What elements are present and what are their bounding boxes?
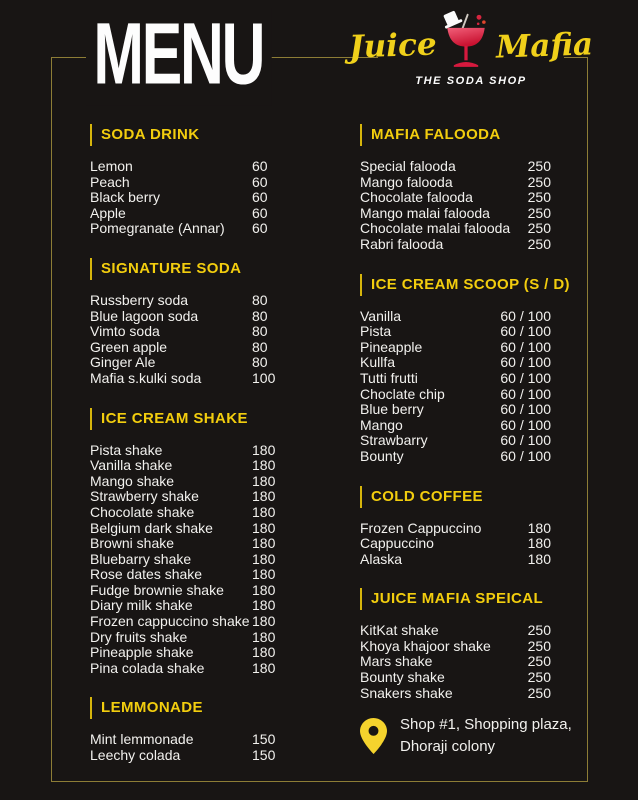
item-price: 60 (252, 189, 268, 206)
item-name: Alaska (360, 550, 403, 567)
menu-section (90, 697, 286, 763)
item-price: 60 / 100 (500, 385, 551, 402)
item-price: 250 (527, 669, 551, 686)
menu-item-row (90, 190, 286, 206)
menu-item-row (90, 614, 286, 630)
item-name: Strawbarry (360, 432, 428, 449)
menu-item-row (90, 748, 286, 764)
item-name: Kullfa (360, 354, 396, 371)
menu-column-left (90, 124, 286, 764)
menu-section (90, 408, 286, 677)
menu-item-row (360, 340, 551, 356)
item-price: 60 / 100 (500, 354, 551, 371)
item-price: 180 (252, 503, 276, 520)
menu-item-row (90, 340, 286, 356)
item-name: Lemon (90, 158, 133, 174)
menu-item-row (90, 536, 286, 552)
menu-section (360, 588, 551, 701)
item-name: Browni shake (90, 535, 175, 552)
item-name: Russberry soda (90, 291, 189, 308)
item-name: Bounty shake (360, 669, 445, 686)
item-name: Pista shake (90, 441, 163, 458)
menu-item-row (90, 661, 286, 677)
menu-item-row (90, 309, 286, 325)
location-pin-icon (360, 718, 387, 754)
item-name: Dry fruits shake (90, 628, 188, 645)
menu-item-row (90, 630, 286, 646)
menu-item-row (360, 670, 551, 686)
item-price: 250 (527, 220, 551, 237)
menu-section (90, 124, 286, 237)
brand-word-mafia: Mafia (495, 26, 594, 66)
menu-item-row (90, 324, 286, 340)
item-price: 100 (252, 369, 276, 386)
item-price: 60 / 100 (500, 307, 551, 324)
item-name: Vimto soda (90, 323, 160, 340)
menu-item-row (360, 639, 551, 655)
menu-item-row (90, 489, 286, 505)
menu-item-row (360, 552, 551, 568)
item-price: 80 (252, 307, 268, 324)
item-price: 80 (252, 323, 268, 340)
item-price: 250 (527, 637, 551, 654)
page-title: MENU (86, 8, 272, 106)
item-price: 250 (527, 235, 551, 252)
item-name: Ginger Ale (90, 354, 156, 371)
menu-item-row (360, 433, 551, 449)
item-price: 60 / 100 (500, 338, 551, 355)
menu-item-row (90, 583, 286, 599)
menu-item-row (90, 598, 286, 614)
item-name: Leechy colada (90, 747, 181, 764)
menu-item-row (360, 237, 551, 253)
section-title: JUICE MAFIA SPEICAL (360, 588, 551, 610)
item-name: Khoya khajoor shake (360, 637, 491, 654)
item-price: 60 (252, 204, 268, 221)
menu-item-row (90, 293, 286, 309)
section-title: COLD COFFEE (360, 486, 551, 508)
menu-section (360, 124, 551, 253)
menu-column-right (360, 124, 570, 701)
item-price: 60 / 100 (500, 432, 551, 449)
item-price: 180 (252, 566, 276, 583)
item-name: KitKat shake (360, 622, 439, 639)
menu-item-row (360, 418, 551, 434)
item-name: Cappuccino (360, 535, 434, 552)
location-footer (360, 714, 572, 758)
menu-item-row (360, 521, 551, 537)
item-name: Mint lemmonade (90, 731, 194, 748)
menu-item-row (90, 458, 286, 474)
item-price: 180 (252, 613, 276, 630)
menu-item-row (360, 175, 551, 191)
item-name: Mango (360, 416, 403, 433)
menu-item-row (90, 355, 286, 371)
item-name: Pista (360, 323, 392, 340)
menu-item-row (360, 536, 551, 552)
brand-name-row (349, 8, 594, 72)
menu-item-row (360, 309, 551, 325)
item-name: Vanilla shake (90, 457, 173, 474)
address-line-1: Shop #1, Shopping plaza, (400, 716, 572, 733)
item-price: 180 (252, 550, 276, 567)
item-name: Blue berry (360, 401, 424, 418)
menu-section (90, 258, 286, 387)
menu-item-row (360, 355, 551, 371)
item-price: 60 / 100 (500, 369, 551, 386)
item-price: 80 (252, 338, 268, 355)
menu-item-row (90, 206, 286, 222)
item-name: Mars shake (360, 653, 433, 670)
item-name: Bounty (360, 447, 404, 464)
section-title: LEMMONADE (90, 697, 286, 719)
item-price: 60 / 100 (500, 401, 551, 418)
menu-item-row (360, 387, 551, 403)
item-price: 150 (252, 731, 276, 748)
menu-item-row (90, 175, 286, 191)
item-price: 180 (252, 472, 276, 489)
item-price: 60 (252, 158, 268, 174)
item-price: 60 / 100 (500, 323, 551, 340)
item-name: Choclate chip (360, 385, 445, 402)
menu-item-row (360, 190, 551, 206)
item-price: 180 (252, 441, 276, 458)
menu-item-row (360, 686, 551, 702)
item-price: 180 (527, 519, 551, 536)
menu-item-row (90, 552, 286, 568)
item-name: Snakers shake (360, 684, 453, 701)
brand-logo (348, 6, 594, 91)
section-title: ICE CREAM SHAKE (90, 408, 286, 430)
item-name: Pomegranate (Annar) (90, 220, 225, 237)
menu-item-row (90, 505, 286, 521)
address-text (400, 714, 572, 758)
menu-item-row (90, 567, 286, 583)
item-price: 180 (527, 535, 551, 552)
item-price: 250 (527, 653, 551, 670)
menu-item-row (90, 371, 286, 387)
item-name: Apple (90, 204, 126, 221)
menu-item-row (360, 623, 551, 639)
item-price: 180 (252, 581, 276, 598)
item-price: 80 (252, 291, 268, 308)
item-price: 250 (527, 173, 551, 190)
item-name: Vanilla (360, 307, 401, 324)
item-price: 180 (252, 488, 276, 505)
item-price: 180 (252, 659, 276, 676)
item-name: Green apple (90, 338, 168, 355)
section-title: ICE CREAM SCOOP (S / D) (360, 274, 551, 296)
menu-item-row (90, 159, 286, 175)
item-name: Mango shake (90, 472, 175, 489)
item-price: 250 (527, 684, 551, 701)
item-price: 150 (252, 747, 276, 764)
item-price: 250 (527, 204, 551, 221)
menu-item-row (360, 402, 551, 418)
menu-item-row (90, 221, 286, 237)
item-price: 180 (252, 628, 276, 645)
item-name: Special falooda (360, 158, 456, 174)
item-name: Blue lagoon soda (90, 307, 199, 324)
item-name: Chocolate shake (90, 503, 195, 520)
item-name: Chocolate falooda (360, 189, 473, 206)
brand-tagline: THE SODA SHOP (415, 75, 527, 87)
menu-item-row (360, 449, 551, 465)
item-price: 60 / 100 (500, 416, 551, 433)
item-name: Pineapple shake (90, 644, 194, 661)
menu-item-row (360, 654, 551, 670)
item-price: 250 (527, 622, 551, 639)
item-price: 60 / 100 (500, 447, 551, 464)
item-price: 250 (527, 189, 551, 206)
item-name: Diary milk shake (90, 597, 193, 614)
item-name: Pina colada shake (90, 659, 205, 676)
item-name: Pineapple (360, 338, 423, 355)
menu-item-row (90, 521, 286, 537)
item-price: 180 (252, 597, 276, 614)
item-price: 180 (252, 519, 276, 536)
item-name: Belgium dark shake (90, 519, 213, 536)
item-name: Frozen cappuccino shake (90, 613, 250, 630)
item-price: 60 (252, 173, 268, 190)
item-price: 250 (527, 158, 551, 174)
menu-item-row (90, 443, 286, 459)
section-title: MAFIA FALOODA (360, 124, 551, 146)
address-line-2: Dhoraji colony (400, 738, 496, 755)
item-name: Frozen Cappuccino (360, 519, 482, 536)
item-name: Chocolate malai falooda (360, 220, 511, 237)
item-price: 60 (252, 220, 268, 237)
item-name: Mango falooda (360, 173, 453, 190)
menu-section (360, 274, 570, 465)
item-name: Black berry (90, 189, 161, 206)
item-name: Bluebarry shake (90, 550, 192, 567)
item-name: Peach (90, 173, 130, 190)
item-name: Mafia s.kulki soda (90, 369, 202, 386)
menu-item-row (360, 324, 551, 340)
menu-item-row (360, 206, 551, 222)
item-name: Mango malai falooda (360, 204, 490, 221)
menu-item-row (90, 474, 286, 490)
section-title: SODA DRINK (90, 124, 286, 146)
menu-item-row (360, 371, 551, 387)
menu-item-row (90, 732, 286, 748)
section-title: SIGNATURE SODA (90, 258, 286, 280)
item-name: Strawberry shake (90, 488, 199, 505)
item-name: Fudge brownie shake (90, 581, 224, 598)
item-name: Rabri falooda (360, 235, 444, 252)
item-price: 180 (252, 644, 276, 661)
item-price: 180 (252, 457, 276, 474)
menu-section (360, 486, 551, 568)
item-name: Tutti frutti (360, 369, 418, 386)
item-price: 180 (527, 550, 551, 567)
item-price: 180 (252, 535, 276, 552)
item-price: 80 (252, 354, 268, 371)
menu-item-row (360, 221, 551, 237)
cocktail-glass-icon (440, 8, 492, 72)
brand-word-juice: Juice (348, 26, 437, 66)
menu-item-row (360, 159, 551, 175)
menu-item-row (90, 645, 286, 661)
item-name: Rose dates shake (90, 566, 203, 583)
